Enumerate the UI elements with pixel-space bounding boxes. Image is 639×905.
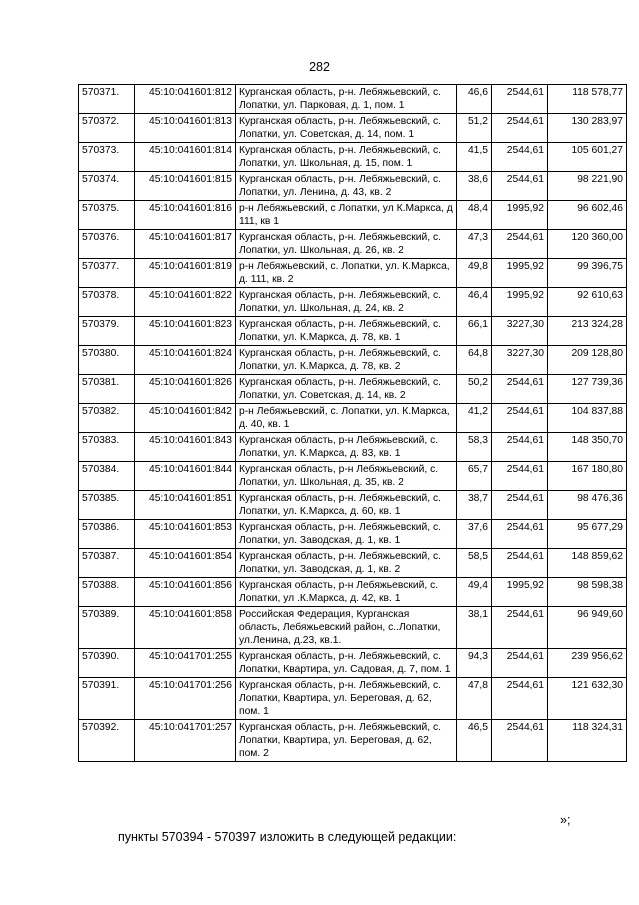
table-row xyxy=(79,346,627,375)
rate-cell: 2544,61 xyxy=(492,520,548,549)
cadastral-value-cell: 98 221,90 xyxy=(548,172,627,201)
row-number-cell: 570381. xyxy=(79,375,135,404)
cadastral-number-cell: 45:10:041601:842 xyxy=(135,404,236,433)
rate-cell: 3227,30 xyxy=(492,346,548,375)
row-number-cell: 570374. xyxy=(79,172,135,201)
table-row xyxy=(79,433,627,462)
area-cell: 51,2 xyxy=(457,114,492,143)
rate-cell: 2544,61 xyxy=(492,433,548,462)
table-row xyxy=(79,649,627,678)
cadastral-number-cell: 45:10:041601:819 xyxy=(135,259,236,288)
rate-cell: 2544,61 xyxy=(492,678,548,720)
area-cell: 47,3 xyxy=(457,230,492,259)
row-number-cell: 570383. xyxy=(79,433,135,462)
address-cell: Курганская область, р-н. Лебяжьевский, с. Лопатки, ул. К.Маркса, д. 78, кв. 1 xyxy=(236,317,457,346)
cadastral-value-cell: 121 632,30 xyxy=(548,678,627,720)
page-number: 282 xyxy=(309,60,330,74)
row-number-cell: 570391. xyxy=(79,678,135,720)
address-cell: Курганская область, р-н. Лебяжьевский, с. Лопатки, ул. Парковая, д. 1, пом. 1 xyxy=(236,85,457,114)
rate-cell: 2544,61 xyxy=(492,172,548,201)
closing-quote-mark: »; xyxy=(560,813,571,827)
cadastral-value-cell: 209 128,80 xyxy=(548,346,627,375)
cadastral-number-cell: 45:10:041601:853 xyxy=(135,520,236,549)
table-row xyxy=(79,520,627,549)
rate-cell: 2544,61 xyxy=(492,375,548,404)
row-number-cell: 570378. xyxy=(79,288,135,317)
area-cell: 46,5 xyxy=(457,720,492,762)
area-cell: 49,4 xyxy=(457,578,492,607)
area-cell: 46,6 xyxy=(457,85,492,114)
area-cell: 49,8 xyxy=(457,259,492,288)
area-cell: 41,2 xyxy=(457,404,492,433)
area-cell: 58,5 xyxy=(457,549,492,578)
rate-cell: 1995,92 xyxy=(492,201,548,230)
cadastral-value-cell: 148 350,70 xyxy=(548,433,627,462)
table-row xyxy=(79,607,627,649)
table-row xyxy=(79,259,627,288)
cadastral-number-cell: 45:10:041601:814 xyxy=(135,143,236,172)
table-row xyxy=(79,85,627,114)
cadastral-number-cell: 45:10:041701:255 xyxy=(135,649,236,678)
table-row xyxy=(79,678,627,720)
address-cell: Курганская область, р-н. Лебяжьевский, с. Лопатки, ул. К.Маркса, д. 78, кв. 2 xyxy=(236,346,457,375)
table-row xyxy=(79,143,627,172)
cadastral-number-cell: 45:10:041701:257 xyxy=(135,720,236,762)
area-cell: 46,4 xyxy=(457,288,492,317)
address-cell: Курганская область, р-н. Лебяжьевский, с. Лопатки, ул. Советская, д. 14, пом. 1 xyxy=(236,114,457,143)
area-cell: 64,8 xyxy=(457,346,492,375)
cadastral-number-cell: 45:10:041601:854 xyxy=(135,549,236,578)
area-cell: 47,8 xyxy=(457,678,492,720)
rate-cell: 2544,61 xyxy=(492,143,548,172)
instruction-text: пункты 570394 - 570397 изложить в следующей редакции: xyxy=(118,830,457,844)
address-cell: Курганская область, р-н. Лебяжьевский, с. Лопатки, ул. Заводская, д. 1, кв. 2 xyxy=(236,549,457,578)
cadastral-number-cell: 45:10:041601:851 xyxy=(135,491,236,520)
cadastral-value-cell: 239 956,62 xyxy=(548,649,627,678)
registry-table xyxy=(78,84,627,762)
area-cell: 38,7 xyxy=(457,491,492,520)
address-cell: Курганская область, р-н. Лебяжьевский, с. Лопатки, ул. Заводская, д. 1, кв. 1 xyxy=(236,520,457,549)
cadastral-value-cell: 167 180,80 xyxy=(548,462,627,491)
row-number-cell: 570380. xyxy=(79,346,135,375)
cadastral-number-cell: 45:10:041701:256 xyxy=(135,678,236,720)
table-row xyxy=(79,720,627,762)
table-row xyxy=(79,375,627,404)
address-cell: Курганская область, р-н. Лебяжьевский, с. Лопатки, Квартира, ул. Садовая, д. 7, пом. 1 xyxy=(236,649,457,678)
cadastral-value-cell: 105 601,27 xyxy=(548,143,627,172)
address-cell: р-н Лебяжьевский, с Лопатки, ул К.Маркса, д 111, кв 1 xyxy=(236,201,457,230)
cadastral-number-cell: 45:10:041601:824 xyxy=(135,346,236,375)
address-cell: р-н Лебяжьевский, с. Лопатки, ул. К.Маркса, д. 40, кв. 1 xyxy=(236,404,457,433)
cadastral-number-cell: 45:10:041601:812 xyxy=(135,85,236,114)
cadastral-value-cell: 96 949,60 xyxy=(548,607,627,649)
cadastral-value-cell: 118 324,31 xyxy=(548,720,627,762)
row-number-cell: 570375. xyxy=(79,201,135,230)
row-number-cell: 570389. xyxy=(79,607,135,649)
cadastral-value-cell: 213 324,28 xyxy=(548,317,627,346)
area-cell: 65,7 xyxy=(457,462,492,491)
area-cell: 41,5 xyxy=(457,143,492,172)
rate-cell: 2544,61 xyxy=(492,404,548,433)
table-row xyxy=(79,462,627,491)
area-cell: 38,6 xyxy=(457,172,492,201)
row-number-cell: 570388. xyxy=(79,578,135,607)
address-cell: Курганская область, р-н. Лебяжьевский, с. Лопатки, ул. Школьная, д. 26, кв. 2 xyxy=(236,230,457,259)
table-row xyxy=(79,288,627,317)
row-number-cell: 570377. xyxy=(79,259,135,288)
cadastral-number-cell: 45:10:041601:844 xyxy=(135,462,236,491)
row-number-cell: 570372. xyxy=(79,114,135,143)
table-row xyxy=(79,172,627,201)
address-cell: р-н Лебяжьевский, с. Лопатки, ул. К.Маркса, д. 111, кв. 2 xyxy=(236,259,457,288)
rate-cell: 2544,61 xyxy=(492,607,548,649)
row-number-cell: 570384. xyxy=(79,462,135,491)
address-cell: Российская Федерация, Курганская область, Лебяжьевский район, с..Лопатки, ул.Ленина, д.23, кв.1. xyxy=(236,607,457,649)
row-number-cell: 570379. xyxy=(79,317,135,346)
row-number-cell: 570371. xyxy=(79,85,135,114)
rate-cell: 2544,61 xyxy=(492,720,548,762)
address-cell: Курганская область, р-н Лебяжьевский, с. Лопатки, ул. Школьная, д. 35, кв. 2 xyxy=(236,462,457,491)
rate-cell: 2544,61 xyxy=(492,114,548,143)
cadastral-value-cell: 118 578,77 xyxy=(548,85,627,114)
table-row xyxy=(79,578,627,607)
area-cell: 37,6 xyxy=(457,520,492,549)
cadastral-number-cell: 45:10:041601:823 xyxy=(135,317,236,346)
address-cell: Курганская область, р-н. Лебяжьевский, с. Лопатки, ул. К.Маркса, д. 60, кв. 1 xyxy=(236,491,457,520)
rate-cell: 1995,92 xyxy=(492,578,548,607)
table-row xyxy=(79,201,627,230)
address-cell: Курганская область, р-н Лебяжьевский, с. Лопатки, ул .К.Маркса, д. 42, кв. 1 xyxy=(236,578,457,607)
area-cell: 50,2 xyxy=(457,375,492,404)
rate-cell: 2544,61 xyxy=(492,549,548,578)
address-cell: Курганская область, р-н. Лебяжьевский, с. Лопатки, Квартира, ул. Береговая, д. 62, пом. 2 xyxy=(236,720,457,762)
address-cell: Курганская область, р-н. Лебяжьевский, с. Лопатки, Квартира, ул. Береговая, д. 62, пом. 1 xyxy=(236,678,457,720)
rate-cell: 2544,61 xyxy=(492,649,548,678)
cadastral-number-cell: 45:10:041601:817 xyxy=(135,230,236,259)
area-cell: 58,3 xyxy=(457,433,492,462)
cadastral-value-cell: 120 360,00 xyxy=(548,230,627,259)
cadastral-value-cell: 92 610,63 xyxy=(548,288,627,317)
row-number-cell: 570392. xyxy=(79,720,135,762)
address-cell: Курганская область, р-н Лебяжьевский, с. Лопатки, ул. К.Маркса, д. 83, кв. 1 xyxy=(236,433,457,462)
table-row xyxy=(79,317,627,346)
cadastral-number-cell: 45:10:041601:856 xyxy=(135,578,236,607)
cadastral-value-cell: 148 859,62 xyxy=(548,549,627,578)
rate-cell: 2544,61 xyxy=(492,85,548,114)
cadastral-number-cell: 45:10:041601:843 xyxy=(135,433,236,462)
area-cell: 66,1 xyxy=(457,317,492,346)
address-cell: Курганская область, р-н. Лебяжьевский, с. Лопатки, ул. Советская, д. 14, кв. 2 xyxy=(236,375,457,404)
cadastral-number-cell: 45:10:041601:826 xyxy=(135,375,236,404)
cadastral-value-cell: 98 476,36 xyxy=(548,491,627,520)
address-cell: Курганская область, р-н. Лебяжьевский, с. Лопатки, ул. Ленина, д. 43, кв. 2 xyxy=(236,172,457,201)
table-row xyxy=(79,491,627,520)
cadastral-value-cell: 127 739,36 xyxy=(548,375,627,404)
cadastral-value-cell: 130 283,97 xyxy=(548,114,627,143)
cadastral-value-cell: 99 396,75 xyxy=(548,259,627,288)
cadastral-number-cell: 45:10:041601:858 xyxy=(135,607,236,649)
table-row xyxy=(79,230,627,259)
cadastral-number-cell: 45:10:041601:813 xyxy=(135,114,236,143)
cadastral-value-cell: 96 602,46 xyxy=(548,201,627,230)
rate-cell: 2544,61 xyxy=(492,491,548,520)
table-row xyxy=(79,404,627,433)
row-number-cell: 570390. xyxy=(79,649,135,678)
rate-cell: 2544,61 xyxy=(492,230,548,259)
rate-cell: 1995,92 xyxy=(492,259,548,288)
area-cell: 94,3 xyxy=(457,649,492,678)
cadastral-number-cell: 45:10:041601:815 xyxy=(135,172,236,201)
cadastral-number-cell: 45:10:041601:816 xyxy=(135,201,236,230)
row-number-cell: 570382. xyxy=(79,404,135,433)
row-number-cell: 570387. xyxy=(79,549,135,578)
cadastral-value-cell: 98 598,38 xyxy=(548,578,627,607)
address-cell: Курганская область, р-н. Лебяжьевский, с. Лопатки, ул. Школьная, д. 24, кв. 2 xyxy=(236,288,457,317)
area-cell: 38,1 xyxy=(457,607,492,649)
row-number-cell: 570385. xyxy=(79,491,135,520)
cadastral-value-cell: 104 837,88 xyxy=(548,404,627,433)
area-cell: 48,4 xyxy=(457,201,492,230)
rate-cell: 1995,92 xyxy=(492,288,548,317)
row-number-cell: 570373. xyxy=(79,143,135,172)
table-row xyxy=(79,549,627,578)
rate-cell: 3227,30 xyxy=(492,317,548,346)
table-row xyxy=(79,114,627,143)
address-cell: Курганская область, р-н. Лебяжьевский, с. Лопатки, ул. Школьная, д. 15, пом. 1 xyxy=(236,143,457,172)
row-number-cell: 570376. xyxy=(79,230,135,259)
rate-cell: 2544,61 xyxy=(492,462,548,491)
row-number-cell: 570386. xyxy=(79,520,135,549)
cadastral-number-cell: 45:10:041601:822 xyxy=(135,288,236,317)
registry-table-body xyxy=(79,85,627,762)
cadastral-value-cell: 95 677,29 xyxy=(548,520,627,549)
